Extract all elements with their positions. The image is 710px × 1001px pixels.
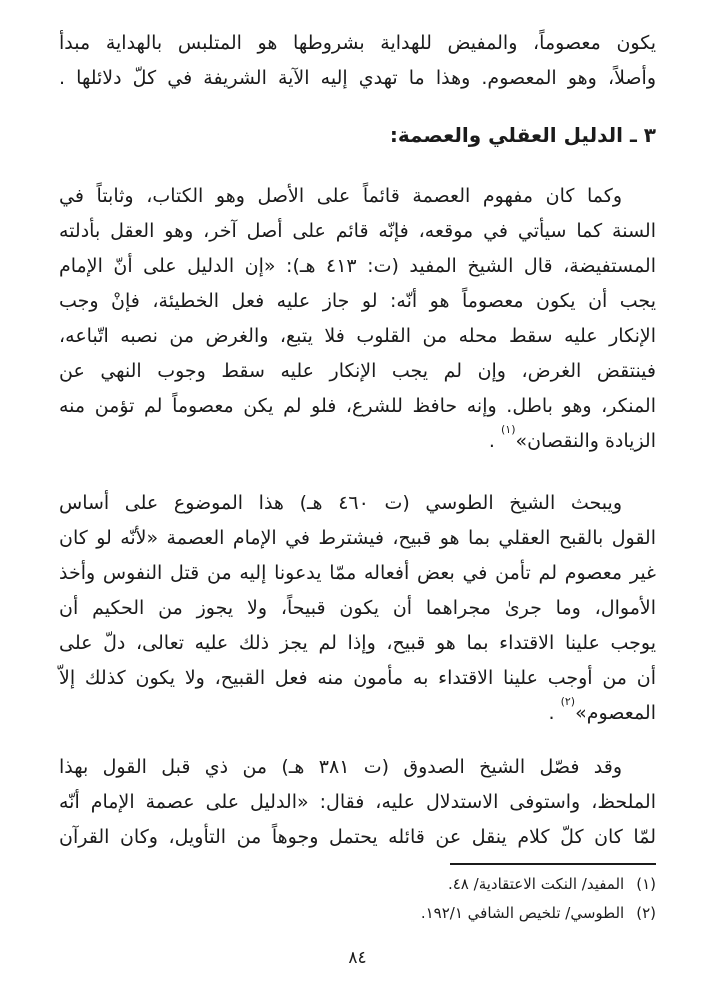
paragraph-continuation bbox=[59, 26, 656, 96]
paragraph-tusi-quote bbox=[59, 486, 656, 731]
text-line: وقد فصّل الشيخ الصدوق (ت ٣٨١ هـ) من ذي قبل القول بهذا bbox=[59, 756, 622, 778]
page-number: ٨٤ bbox=[348, 948, 367, 968]
text-line: ويبحث الشيخ الطوسي (ت ٤٦٠ هـ) هذا الموضوع على أساس bbox=[59, 492, 622, 514]
footnote-2-marker: (٢) bbox=[636, 904, 656, 922]
text-line: المستفيضة، قال الشيخ المفيد (ت: ٤١٣ هـ): «إن الدليل على أنّ الإمام bbox=[59, 255, 656, 277]
text-line: غير معصوم لم تأمن في بعض أفعاله ممّا يدعونا إليه من قتل النفوس وأخذ bbox=[59, 562, 656, 584]
footnotes-section bbox=[59, 863, 656, 928]
footnote-1 bbox=[59, 870, 656, 899]
text-line: يكون معصوماً، والمفيض للهداية بشروطها هو المتلبس بالهداية مبدأ bbox=[59, 32, 656, 54]
text-line: لمّا كان كلّ كلام ينقل عن قائله يحتمل وجوهاً من التأويل، وكان القرآن bbox=[59, 826, 656, 848]
footnote-2-text: الطوسي/ تلخيص الشافي ١٩٢/١. bbox=[420, 904, 625, 922]
text-line: القول بالقبح العقلي بما هو قبيح، فيشترط في الإمام العصمة «لأنّه لو كان bbox=[59, 527, 656, 549]
text-line: الأموال، وما جرىٰ مجراهما أن يكون قبيحاً، ولا يجوز من الحكيم أن bbox=[59, 597, 656, 619]
text-line: المعصوم»$^{(٢)}$ . bbox=[548, 694, 656, 724]
footnote-separator-rule bbox=[450, 863, 656, 865]
footnote-1-marker: (١) bbox=[636, 875, 656, 893]
text-line: المنكر، وهو باطل. وإنه حافظ للشرع، فلو لم يكن معصوماً لم تؤمن منه bbox=[59, 395, 656, 417]
paragraph-mufid-quote bbox=[59, 179, 656, 459]
text-line: الزيادة والنقصان»$^{(١)}$ . bbox=[488, 422, 656, 452]
text-line: يجب أن يكون معصوماً هو أنّه: لو جاز عليه فعل الخطيئة، فإنْ وجب bbox=[59, 290, 656, 312]
text-line: فينتقض الغرض، وإن لم يجب الإنكار عليه سقط وجوب النهي عن bbox=[59, 360, 656, 382]
footnote-2 bbox=[59, 899, 656, 928]
text-line: يوجب علينا الاقتداء بما هو قبيح، وإذا لم يجز ذلك عليه تعالى، دلّ على bbox=[59, 632, 656, 654]
text-line: أن من أوجب علينا الاقتداء به مأمون منه فعل القبيح، ولا يكون كذلك إلاّ bbox=[59, 667, 656, 689]
text-line: الملحظ، واستوفى الاستدلال عليه، فقال: «الدليل على عصمة الإمام أنّه bbox=[59, 791, 656, 813]
footnote-reference: (٢) bbox=[560, 694, 576, 708]
footnote-1-text: المفيد/ النكت الاعتقادية/ ٤٨. bbox=[447, 875, 625, 893]
footnote-reference: (١) bbox=[500, 422, 516, 436]
text-line: وكما كان مفهوم العصمة قائماً على الأصل وهو الكتاب، وثابتاً في bbox=[59, 185, 622, 207]
paragraph-saduq-quote bbox=[59, 750, 656, 855]
text-line: وأصلاً، وهو المعصوم. وهذا ما تهدي إليه الآية الشريفة في كلّ دلائلها . bbox=[59, 67, 656, 89]
text-line: الإنكار عليه سقط محله من القلوب فلا يتبع، والغرض من نصبه اتّباعه، bbox=[59, 325, 656, 347]
text-line: السنة كما سيأتي في موقعه، فإنّه قائم على أصل آخر، وهو العقل بأدلته bbox=[59, 220, 656, 242]
section-heading: ٣ ـ الدليل العقلي والعصمة: bbox=[389, 123, 656, 147]
